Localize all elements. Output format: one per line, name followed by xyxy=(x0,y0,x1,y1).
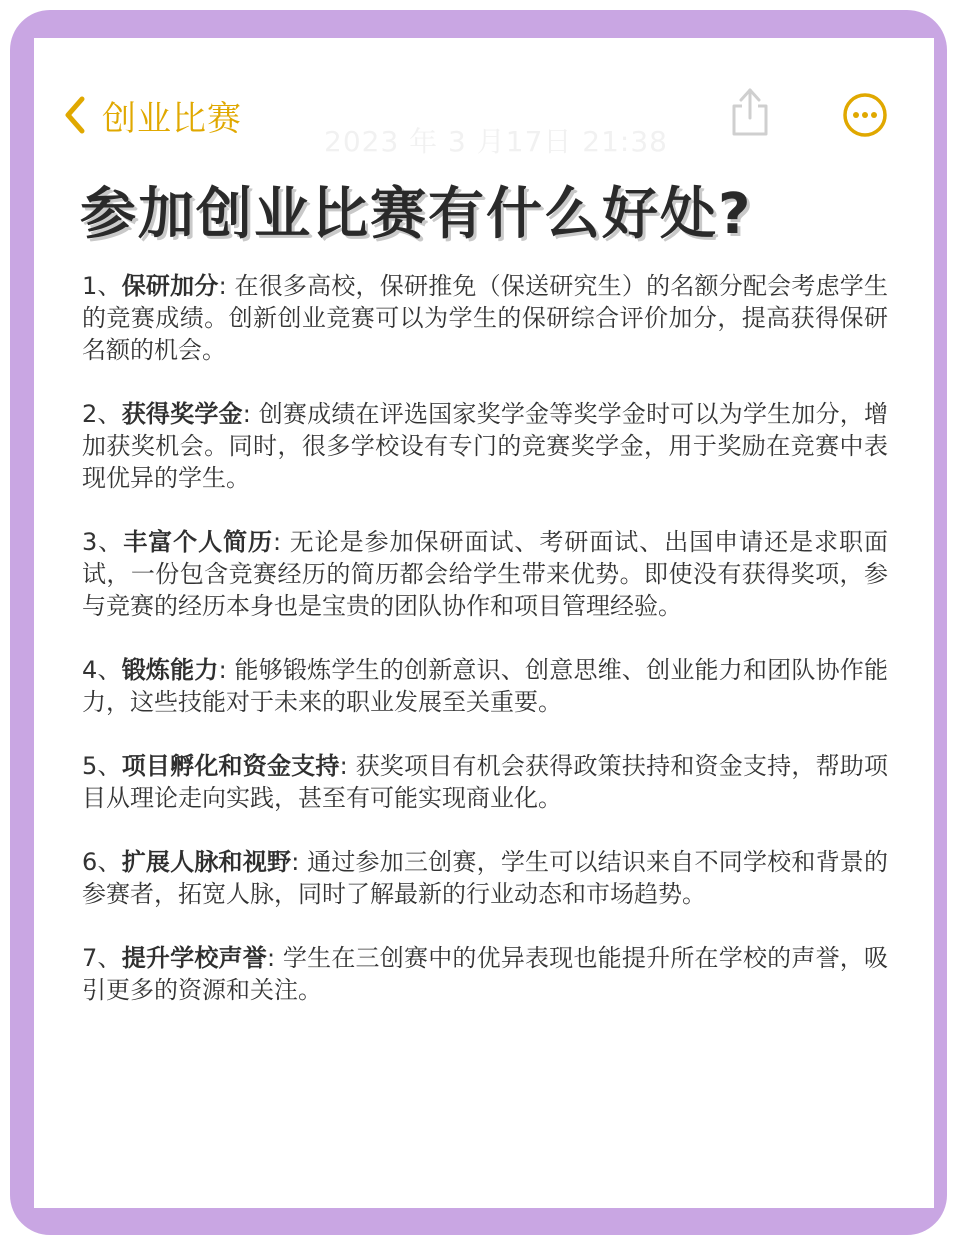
timestamp-watermark: 2023 年 3 月17日 21:38 xyxy=(324,125,668,158)
list-item: 2、获得奖学金: 创赛成绩在评选国家奖学金等奖学金时可以为学生加分，增加获奖机会。同时，很多学校设有专门的竞赛奖学金，用于奖励在竞赛中表现优异的学生。 xyxy=(82,400,889,492)
page-title: 参加创业比赛有什么好处? xyxy=(80,182,753,247)
back-label: 创业比赛 xyxy=(102,98,242,139)
list-item: 7、提升学校声誉: 学生在三创赛中的优异表现也能提升所在学校的声誉，吸引更多的资源和关注。 xyxy=(82,944,889,1004)
back-button[interactable] xyxy=(60,90,242,140)
list-item: 3、丰富个人简历: 无论是参加保研面试、考研面试、出国申请还是求职面试，一份包含竞赛经历的简历都会给学生带来优势。即使没有获得奖项，参与竞赛的经历本身也是宝贵的团队协作和项目管理经验。 xyxy=(82,528,888,620)
chevron-left-icon xyxy=(60,93,90,137)
list-item: 6、扩展人脉和视野: 通过参加三创赛，学生可以结识来自不同学校和背景的参赛者，拓宽人脉，同时了解最新的行业动态和市场趋势。 xyxy=(82,848,889,908)
share-icon[interactable] xyxy=(728,86,772,138)
list-item: 5、项目孵化和资金支持: 获奖项目有机会获得政策扶持和资金支持，帮助项目从理论走向实践，甚至有可能实现商业化。 xyxy=(82,752,889,812)
more-icon[interactable] xyxy=(842,92,888,138)
list-item: 1、保研加分: 在很多高校，保研推免（保送研究生）的名额分配会考虑学生的竞赛成绩。创新创业竞赛可以为学生的保研综合评价加分，提高获得保研名额的机会。 xyxy=(82,272,889,364)
list-item: 4、锻炼能力: 能够锻炼学生的创新意识、创意思维、创业能力和团队协作能力，这些技能对于未来的职业发展至关重要。 xyxy=(82,656,889,716)
note-body xyxy=(82,270,888,1038)
